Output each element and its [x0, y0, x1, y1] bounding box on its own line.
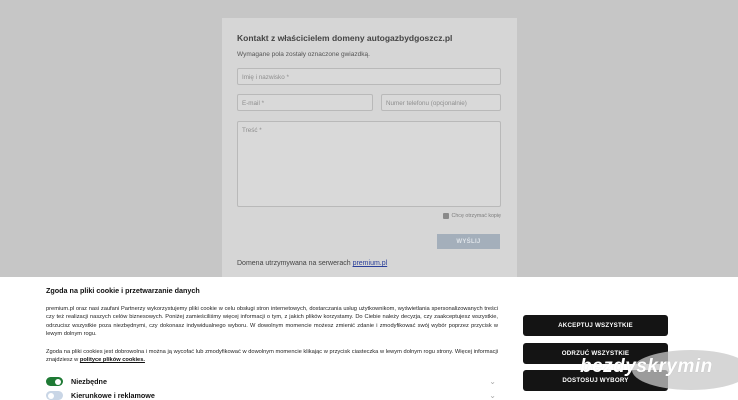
necessary-toggle[interactable]	[46, 377, 63, 386]
cookie-consent-note	[46, 348, 498, 365]
email-field[interactable]	[237, 94, 373, 111]
chevron-down-icon[interactable]: ⌄	[489, 377, 496, 386]
reject-all-button[interactable]: ODRZUĆ WSZYSTKIE	[523, 343, 668, 364]
marketing-toggle[interactable]	[46, 391, 63, 400]
option-marketing[interactable]	[46, 391, 496, 400]
marketing-label: Kierunkowe i reklamowe	[71, 391, 155, 400]
message-field[interactable]	[237, 121, 501, 207]
premium-link[interactable]: premium.pl	[352, 260, 388, 267]
email-placeholder: E-mail *	[242, 100, 265, 107]
cookie-title: Zgoda na pliki cookie i przetwarzanie danych	[46, 286, 200, 295]
contact-title: Kontakt z właścicielem domeny autogazbydgoszcz.pl	[237, 33, 453, 43]
watermark-text: bezdyskrymin	[580, 356, 713, 377]
customize-button[interactable]: DOSTOSUJ WYBORY	[523, 370, 668, 391]
copy-label: Chcę otrzymać kopię	[451, 213, 501, 219]
send-button[interactable]: WYŚLIJ	[437, 234, 500, 249]
chevron-down-icon[interactable]: ⌄	[489, 391, 496, 400]
cookie-description: premium.pl oraz nasi zaufani Partnerzy wykorzystujemy pliki cookie w celu obsługi stron internetowych, dostarczania usług użytkownikom, wyświetlania spersonalizowanych treści czy też realizacji naszych celów biznesowych. Poniżej zamieściliśmy więcej informacji o tym, z jakich plików korzystamy. Do Ciebie należy decyzja, czy zaakceptujesz wszystkie, odrzucisz wszystkie poza niezbędnymi, czy dokonasz indywidualnego wyboru. W dowolnym momencie możesz zmienić zdanie i zmodyfikować swój wybór poprzez przycisk w lewym dolnym rogu.	[46, 306, 498, 337]
cookie-banner	[0, 277, 738, 400]
cookie-policy-link[interactable]: polityce plików cookies.	[79, 357, 145, 364]
required-note: Wymagane pola zostały oznaczone gwiazdką.	[237, 51, 370, 58]
copy-checkbox[interactable]	[443, 213, 449, 219]
hosted-info	[237, 260, 387, 267]
name-field[interactable]	[237, 68, 501, 85]
hosted-text: Domena utrzymywana na serwerach	[237, 260, 351, 267]
copy-checkbox-row[interactable]	[443, 213, 501, 219]
necessary-label: Niezbędne	[71, 377, 107, 386]
cookie-consent-text: Zgoda na pliki cookies jest dobrowolna i można ją wycofać lub zmodyfikować w dowolnym momencie klikając w przycisk ciasteczka w lewym dolnym rogu strony. Więcej informacji znajdziesz w	[46, 349, 498, 364]
accept-all-button[interactable]: AKCEPTUJ WSZYSTKIE	[523, 315, 668, 336]
name-placeholder: Imię i nazwisko *	[242, 74, 289, 81]
phone-placeholder: Numer telefonu (opcjonalnie)	[386, 100, 467, 107]
phone-field[interactable]	[381, 94, 501, 111]
option-necessary[interactable]	[46, 377, 496, 386]
contact-form-card	[222, 18, 517, 288]
message-placeholder: Treść *	[242, 127, 262, 134]
